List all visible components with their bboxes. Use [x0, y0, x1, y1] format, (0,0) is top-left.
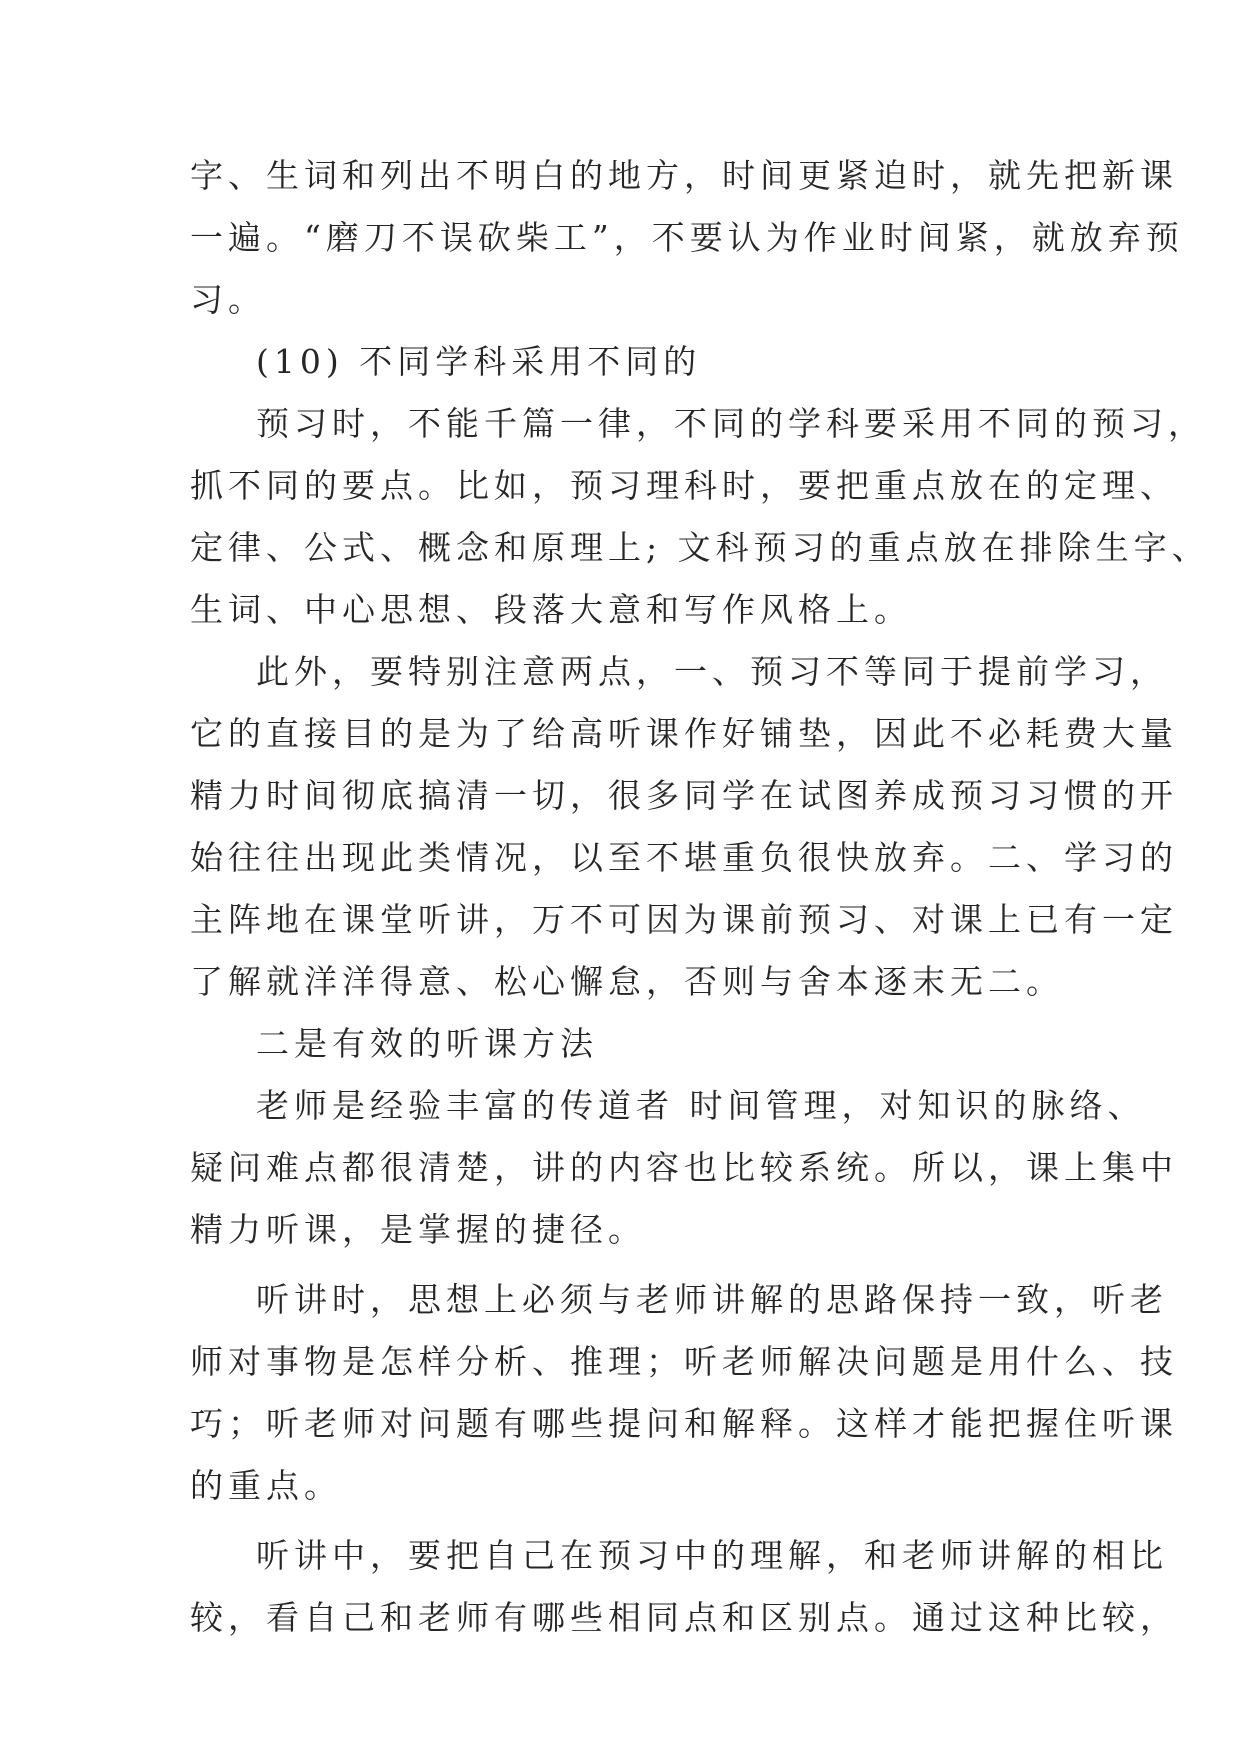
text-line: 老师是经验丰富的传道者 时间管理，对知识的脉络、 [256, 1086, 1146, 1125]
section-heading [190, 1025, 1070, 1063]
text-line: 习。 [190, 280, 266, 319]
text-line: 一遍。“磨刀不误砍柴工”，不要认为作业时间紧，就放弃预 [190, 218, 1184, 257]
text-line: 主阵地在课堂听讲，万不可因为课前预习、对课上已有一定 [190, 900, 1178, 939]
text-line: 字、生词和列出不明白的地方，时间更紧迫时，就先把新课 [190, 156, 1178, 195]
text-line: 较，看自己和老师有哪些相同点和区别点。通过这种比较， [190, 1598, 1178, 1637]
text-line: 定律、公式、概念和原理上; 文科预习的重点放在排除生字、 [190, 528, 1210, 567]
text-line: 听讲中，要把自己在预习中的理解，和老师讲解的相比 [256, 1536, 1168, 1575]
text-line: 始往往出现此类情况，以至不堪重负很快放弃。二、学习的 [190, 838, 1178, 877]
text-line: 的重点。 [190, 1466, 342, 1505]
text-line: 精力听课，是掌握的捷径。 [190, 1210, 646, 1249]
text-line: 预习时，不能千篇一律，不同的学科要采用不同的预习， [256, 404, 1206, 443]
text-line: 师对事物是怎样分析、推理；听老师解决问题是用什么、技 [190, 1342, 1178, 1381]
paragraph [190, 1280, 1178, 1505]
paragraph [190, 156, 1184, 319]
text-line: 了解就洋洋得意、松心懈怠，否则与舍本逐末无二。 [190, 962, 1064, 1001]
text-line: 它的直接目的是为了给高听课作好铺垫，因此不必耗费大量 [190, 714, 1178, 753]
text-line: 此外，要特别注意两点，一、预习不等同于提前学习， [256, 652, 1168, 691]
text-line: (10) 不同学科采用不同的 [256, 342, 702, 381]
text-line: 抓不同的要点。比如，预习理科时，要把重点放在的定理、 [190, 466, 1178, 505]
text-line: 精力时间彻底搞清一切，很多同学在试图养成预习习惯的开 [190, 776, 1178, 815]
paragraph [190, 1536, 1178, 1637]
text-line: 听讲时，思想上必须与老师讲解的思路保持一致，听老 [256, 1280, 1168, 1319]
text-line: 疑问难点都很清楚，讲的内容也比较系统。所以，课上集中 [190, 1148, 1178, 1187]
paragraph [190, 404, 1210, 629]
text-line: 巧；听老师对问题有哪些提问和解释。这样才能把握住听课 [190, 1404, 1178, 1443]
document-body [190, 156, 1210, 1637]
section-heading [190, 343, 1070, 381]
text-line: 二是有效的听课方法 [256, 1024, 598, 1063]
paragraph [190, 1086, 1178, 1249]
text-line: 生词、中心思想、段落大意和写作风格上。 [190, 590, 912, 629]
paragraph [190, 652, 1178, 1001]
